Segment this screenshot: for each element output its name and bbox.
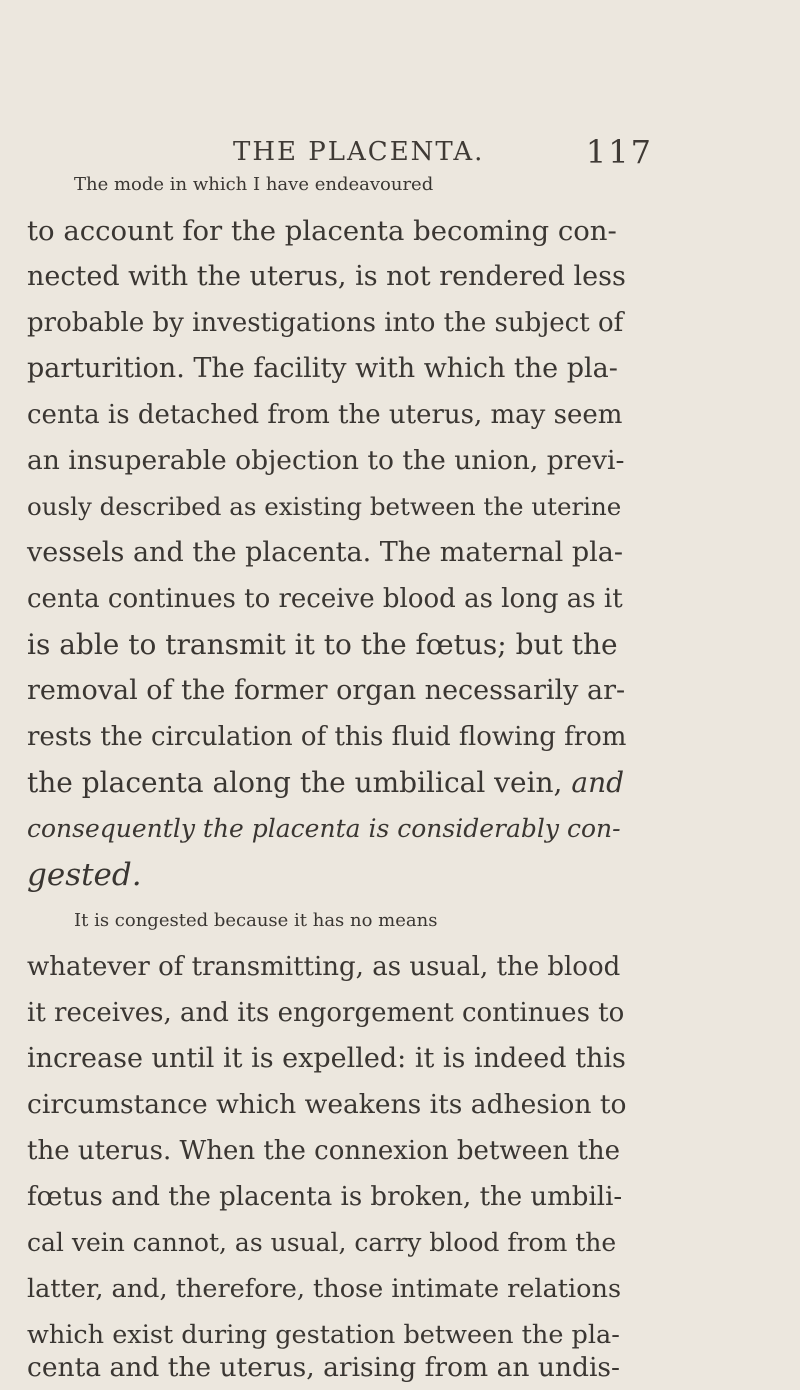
text-line: vessels and the placenta. The maternal pla- [27, 537, 624, 568]
text-line [27, 761, 627, 805]
text-line: removal of the former organ necessarily ar- [27, 675, 626, 706]
text-line: it receives, and its engorgement continues to [27, 998, 625, 1028]
text-line: cal vein cannot, as usual, carry blood from the [27, 1228, 617, 1257]
text-line: centa is detached from the uterus, may seem [27, 400, 623, 430]
text-line: probable by investigations into the subject of [27, 308, 624, 338]
text-line: rests the circulation of this fluid flowing from [27, 722, 627, 752]
text-line: an insuperable objection to the union, previ- [27, 445, 625, 476]
text-line: to account for the placenta becoming con- [27, 215, 617, 247]
text-line: consequently the placenta is considerably con- [27, 814, 621, 843]
text-line: which exist during gestation between the pla- [27, 1320, 620, 1350]
page-number: 117 [585, 133, 653, 171]
text-line: is able to transmit it to the fœtus; but the [27, 628, 618, 661]
text-line: circumstance which weakens its adhesion to [27, 1089, 627, 1120]
text-line: whatever of transmitting, as usual, the blood [27, 952, 621, 982]
text-line: centa continues to receive blood as long as it [27, 584, 623, 614]
text-line: parturition. The facility with which the pla- [27, 353, 618, 384]
text-line: gested. [27, 857, 142, 893]
text-line: increase until it is expelled: it is indeed this [27, 1043, 626, 1074]
text-line: the uterus. When the connexion between the [27, 1136, 621, 1166]
text-span: the placenta along the umbilical vein, [27, 766, 563, 799]
text-line: It is congested because it has no means [74, 910, 438, 931]
italic-text-span: and [571, 766, 625, 799]
text-line: latter, and, therefore, those intimate relations [27, 1274, 622, 1304]
text-line: centa and the uterus, arising from an undis- [27, 1352, 620, 1383]
text-line: ously described as existing between the uterine [27, 492, 622, 521]
text-line: fœtus and the placenta is broken, the umbili- [27, 1182, 623, 1212]
running-title: THE PLACENTA. [233, 137, 485, 167]
text-line: The mode in which I have endeavoured [74, 174, 434, 195]
text-line: nected with the uterus, is not rendered less [27, 261, 626, 292]
